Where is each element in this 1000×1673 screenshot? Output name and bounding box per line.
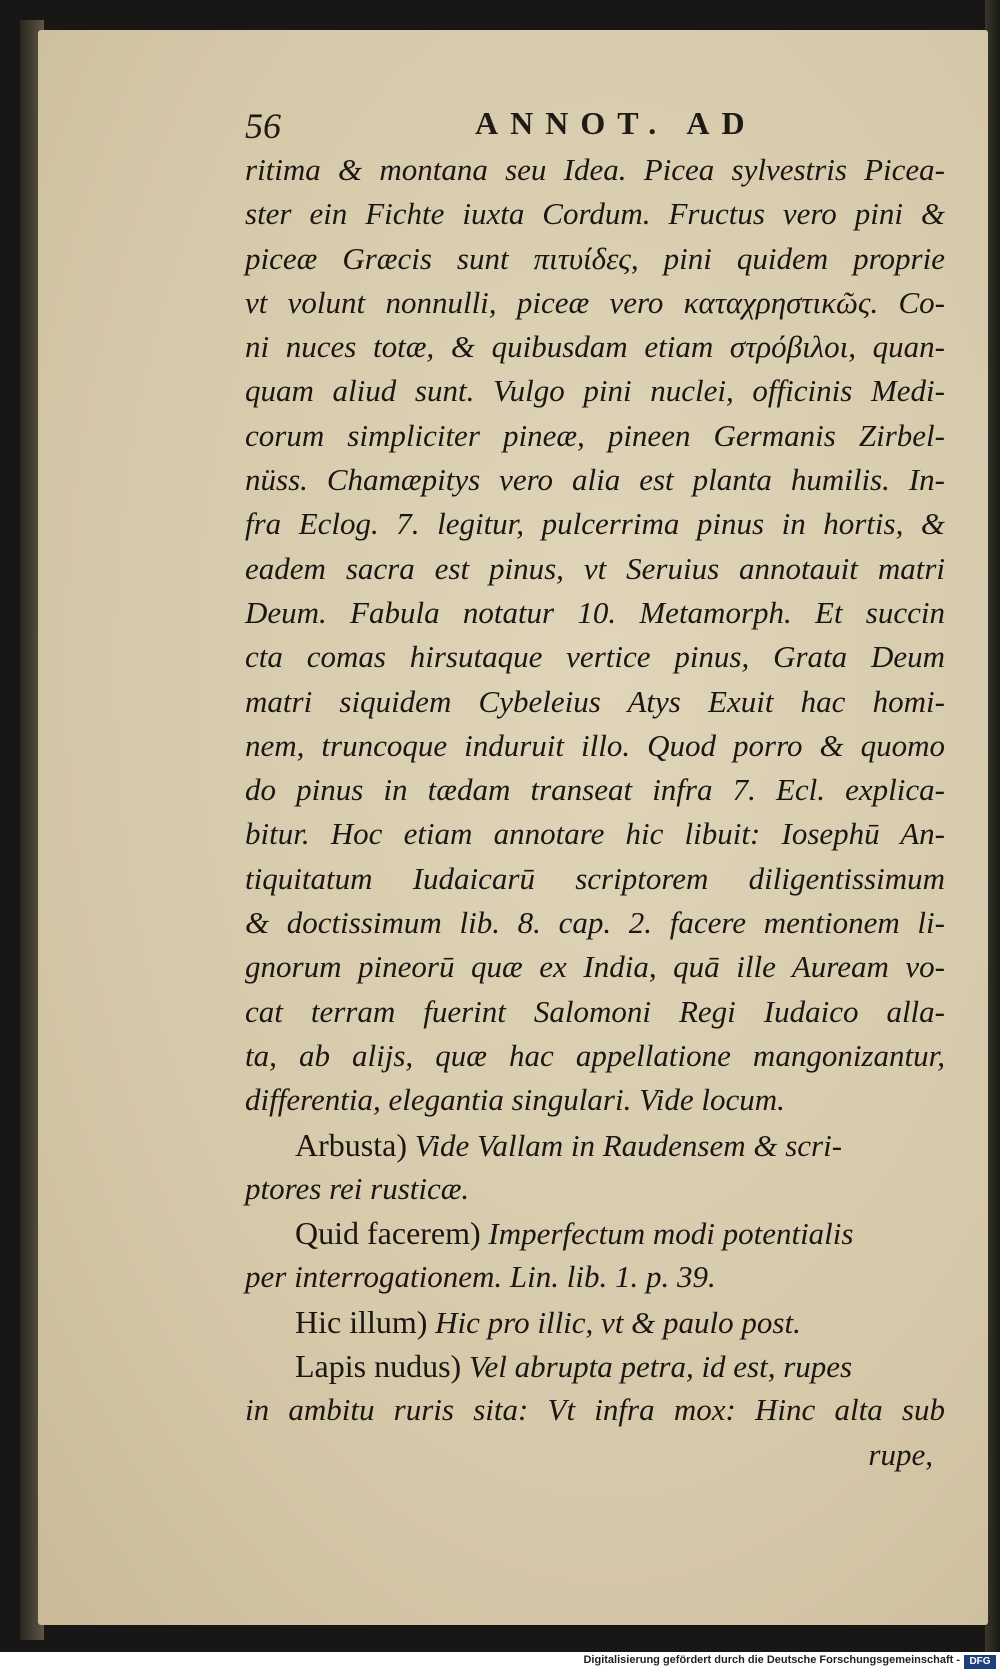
text-line: do pinus in tædam transeat infra 7. Ecl. explica- <box>245 772 945 808</box>
lemma: Quid facerem) <box>295 1215 481 1252</box>
main-text <box>245 148 945 1477</box>
text-line: nüss. Chamæpitys vero alia est planta humilis. In- <box>245 462 945 498</box>
text-line: matri siquidem Cybeleius Atys Exuit hac homi- <box>245 683 945 719</box>
text-line: Deum. Fabula notatur 10. Metamorph. Et succin <box>245 594 945 630</box>
catchword: rupe, <box>868 1436 933 1472</box>
text-line: quam aliud sunt. Vulgo pini nuclei, officinis Medi- <box>245 373 945 409</box>
text-line: cta comas hirsutaque vertice pinus, Grata Deum <box>245 639 945 675</box>
digitization-credit: Digitalisierung gefördert durch die Deutsche Forschungsgemeinschaft - <box>583 1654 960 1666</box>
text-line: ptores rei rusticæ. <box>245 1170 470 1206</box>
lemma-entry <box>245 1344 945 1388</box>
lemma-entry <box>245 1211 945 1255</box>
page-number: 56 <box>245 106 281 146</box>
lemma-gloss: Imperfectum modi potentialis <box>488 1216 854 1252</box>
text-line: fra Eclog. 7. legitur, pulcerrima pinus in hortis, & <box>245 506 945 542</box>
text-line: cat terram fuerint Salomoni Regi Iudaico alla- <box>245 993 945 1029</box>
text-line: ster ein Fichte iuxta Cordum. Fructus vero pini & <box>245 196 945 232</box>
text-line: bitur. Hoc etiam annotare hic libuit: Iosephū An- <box>245 816 945 852</box>
lemma: Arbusta) <box>295 1126 407 1163</box>
text-line: corum simpliciter pineæ, pineen Germanis Zirbel- <box>245 417 945 453</box>
text-line: piceæ Græcis sunt πιτυίδες, pini quidem proprie <box>245 240 945 276</box>
lemma-entry <box>245 1123 945 1167</box>
text-line: ta, ab alijs, quæ hac appellatione mangonizantur, <box>245 1037 945 1073</box>
lemma-gloss: Hic pro illic, vt & paulo post. <box>435 1304 801 1340</box>
lemma: Lapis nudus) <box>295 1348 462 1385</box>
lemma-gloss: Vel abrupta petra, id est, rupes <box>468 1349 853 1385</box>
text-line: & doctissimum lib. 8. cap. 2. facere mentionem li- <box>245 905 945 941</box>
text-line: per interrogationem. Lin. lib. 1. p. 39. <box>245 1259 716 1295</box>
running-head: ANNOT. AD <box>475 105 757 141</box>
lemma: Hic illum) <box>295 1303 428 1340</box>
text-line: vt volunt nonnulli, piceæ vero καταχρηστικῶς. Co- <box>245 284 945 320</box>
lemma-gloss: Vide Vallam in Raudensem & scri- <box>414 1127 843 1163</box>
text-line: eadem sacra est pinus, vt Seruius annotauit matri <box>245 550 945 586</box>
lemma-entry <box>245 1300 945 1344</box>
text-line: tiquitatum Iudaicarū scriptorem diligentissimum <box>245 860 945 896</box>
text-line: in ambitu ruris sita: Vt infra mox: Hinc alta sub <box>245 1392 945 1428</box>
text-line: differentia, elegantia singulari. Vide locum. <box>245 1082 785 1118</box>
dfg-logo: DFG <box>964 1655 996 1669</box>
text-line: gnorum pineorū quæ ex India, quā ille Auream vo- <box>245 949 945 985</box>
text-line: nem, truncoque induruit illo. Quod porro & quomo <box>245 727 945 763</box>
footer-bar <box>0 1652 1000 1673</box>
text-line: ni nuces totæ, & quibusdam etiam στρόβιλοι, quan- <box>245 329 945 365</box>
text-line: ritima & montana seu Idea. Picea sylvestris Picea- <box>245 152 945 187</box>
